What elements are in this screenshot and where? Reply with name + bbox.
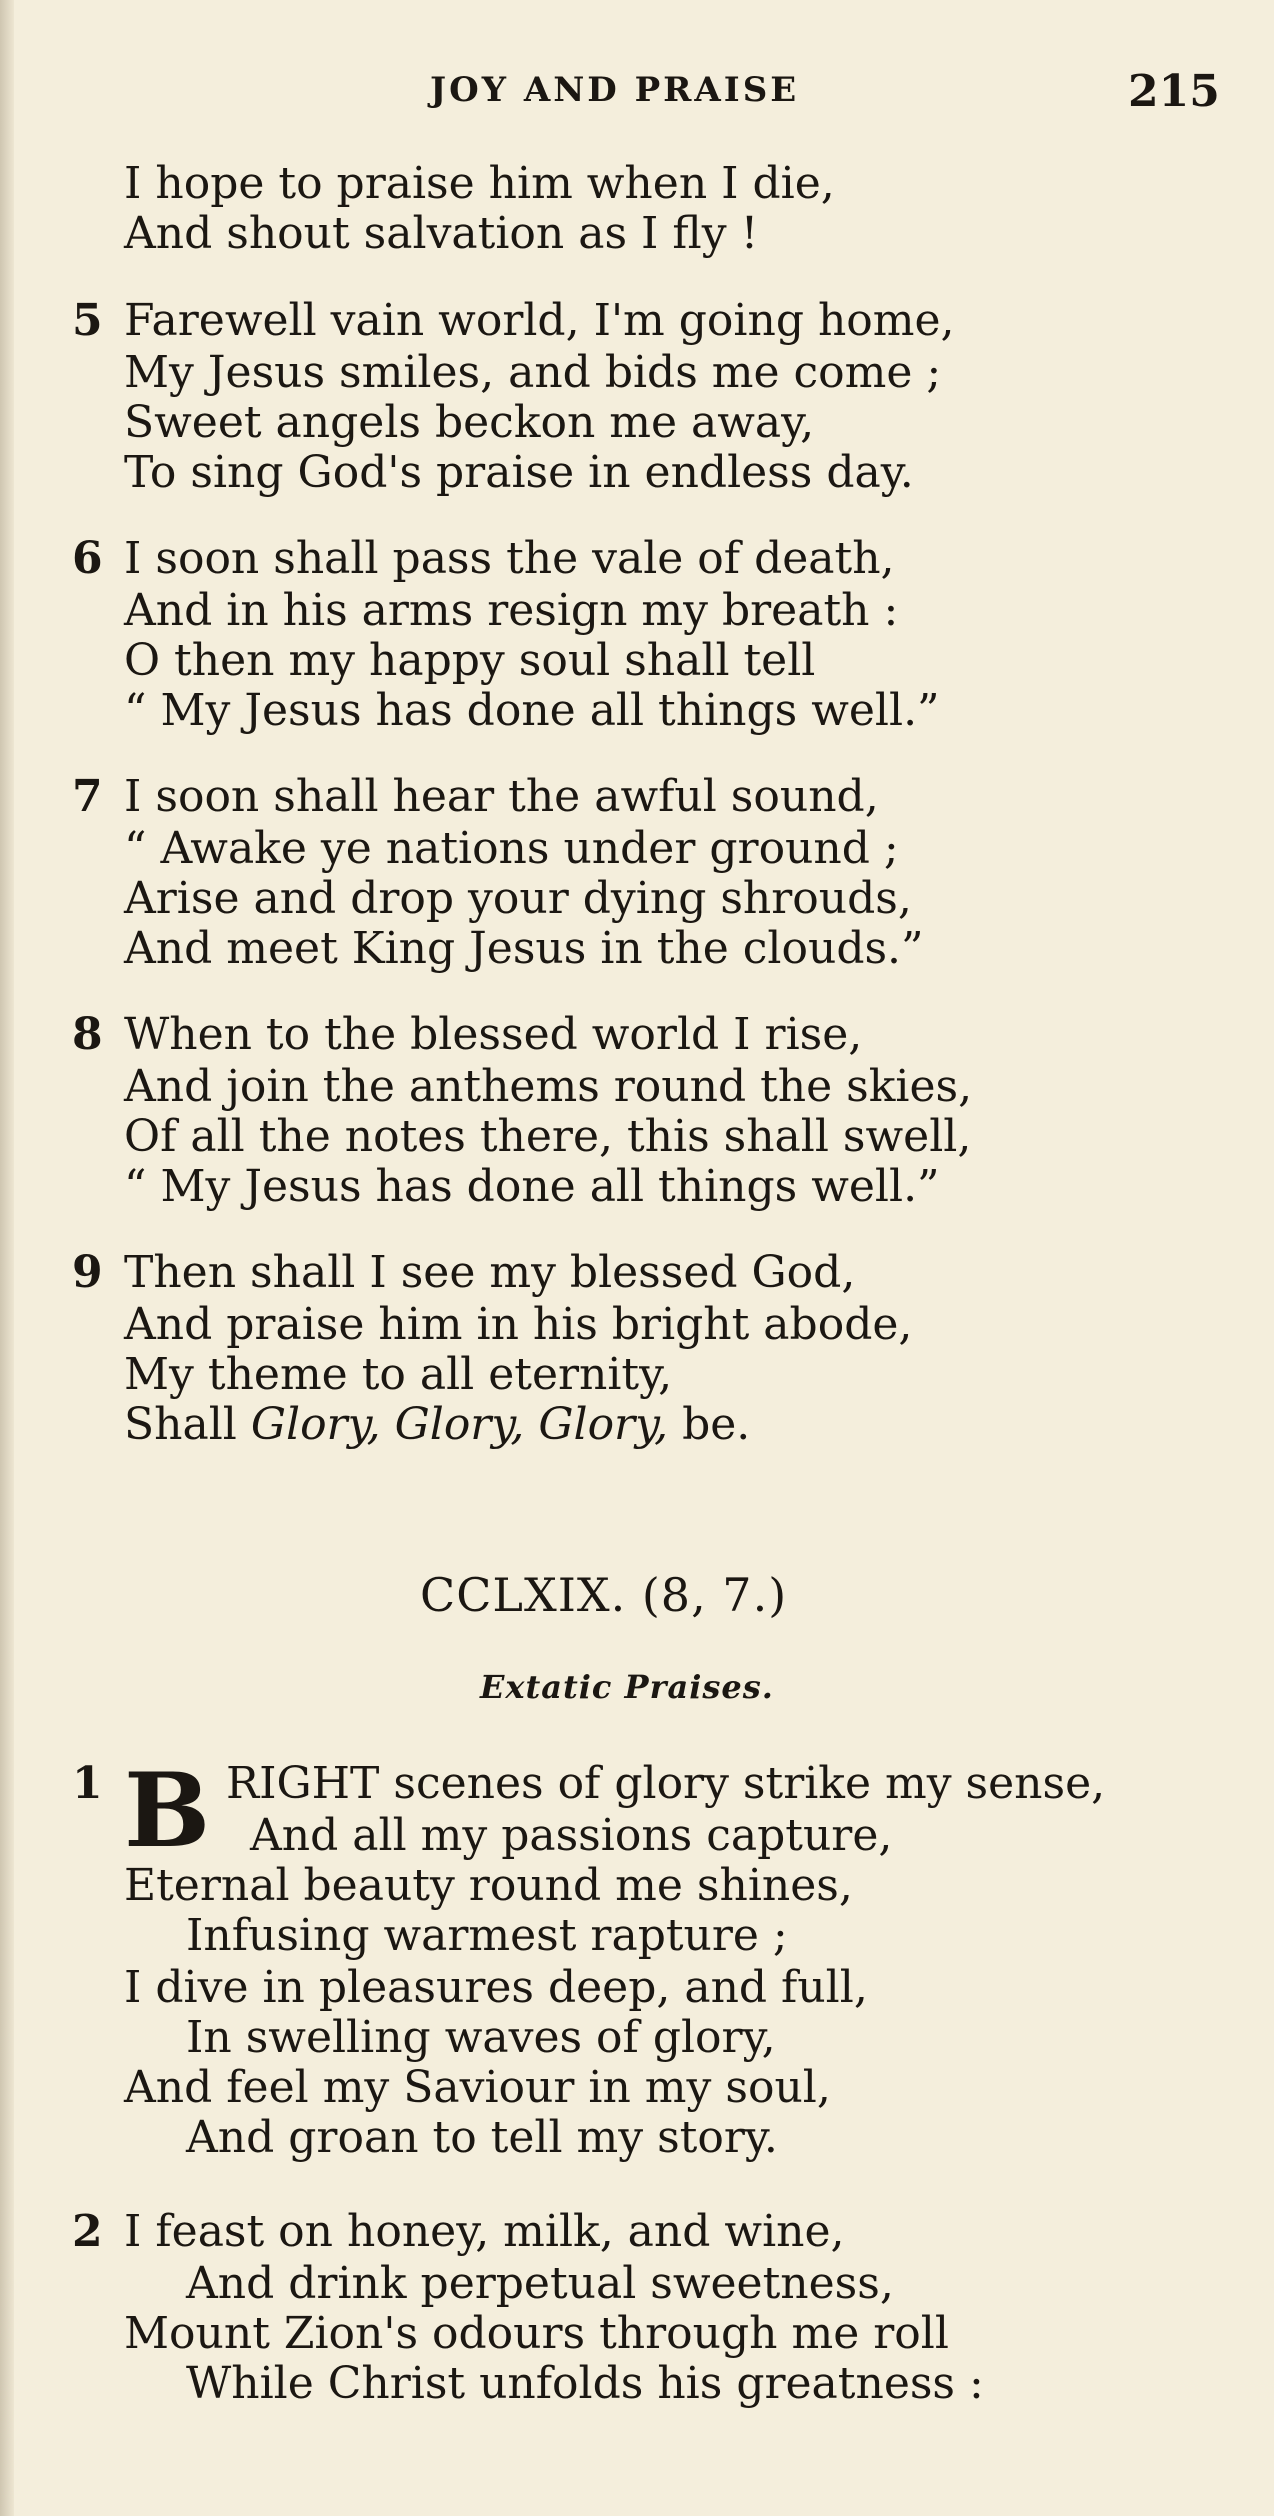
verse-line: I dive in pleasures deep, and full, [124,1962,868,2013]
verse-line: And praise him in his bright abode, [124,1299,913,1350]
verse-line: Mount Zion's odours through me roll [124,2308,949,2359]
stanza-number: 5 [72,295,103,346]
verse-line: Eternal beauty round me shines, [124,1860,853,1911]
verse-line: Infusing warmest rapture ; [186,1910,788,1961]
verse-line: I hope to praise him when I die, [124,158,835,209]
verse-line: And shout salvation as I fly ! [124,208,759,259]
verse-line: I soon shall hear the awful sound, [124,771,879,822]
stanza-number: 2 [72,2206,103,2257]
verse-line-glory [124,1399,750,1451]
verse-line: My theme to all eternity, [124,1349,673,1400]
verse-line: O then my happy soul shall tell [124,635,816,686]
stanza-number: 8 [72,1009,103,1060]
verse-line: And all my passions capture, [250,1810,893,1861]
verse-line: And in his arms resign my breath : [124,585,899,636]
verse-line: Of all the notes there, this shall swell, [124,1111,972,1162]
glory-italic-2: Glory, [394,1399,525,1450]
verse-line: And meet King Jesus in the clouds.” [124,923,924,974]
hymn-title: CCLXIX. (8, 7.) [420,1568,788,1622]
verse-line: While Christ unfolds his greatness : [186,2358,984,2409]
verse-line: Arise and drop your dying shrouds, [124,873,912,924]
verse-line: Sweet angels beckon me away, [124,397,815,448]
page-number: 215 [1128,66,1220,117]
stanza-number: 1 [72,1758,103,1809]
verse-line: I feast on honey, milk, and wine, [124,2206,845,2257]
verse-line: I soon shall pass the vale of death, [124,533,895,584]
page-gutter [0,0,14,2516]
hymn-subtitle: Extatic Praises. [480,1668,774,1706]
drop-cap: B [124,1751,211,1871]
glory-italic-3: Glory, [538,1399,669,1450]
stanza-number: 6 [72,533,103,584]
stanza-number: 9 [72,1247,103,1298]
verse-line: And drink perpetual sweetness, [186,2258,894,2309]
verse-line: Then shall I see my blessed God, [124,1247,856,1298]
verse-line: “ Awake ye nations under ground ; [124,823,899,874]
verse-line: Farewell vain world, I'm going home, [124,295,955,346]
verse-line: And groan to tell my story. [186,2112,778,2163]
glory-suffix: be. [668,1399,751,1450]
verse-line: And feel my Saviour in my soul, [124,2062,831,2113]
verse-line: In swelling waves of glory, [186,2012,776,2063]
glory-italic-1: Glory, [250,1399,381,1450]
verse-line: My Jesus smiles, and bids me come ; [124,347,942,398]
verse-line: When to the blessed world I rise, [124,1009,863,1060]
verse-line: To sing God's praise in endless day. [124,447,914,498]
verse-line: “ My Jesus has done all things well.” [124,685,940,736]
glory-prefix: Shall [124,1399,251,1450]
verse-line: RIGHT scenes of glory strike my sense, [226,1758,1106,1809]
verse-line: And join the anthems round the skies, [124,1061,973,1112]
stanza-number: 7 [72,771,103,822]
verse-line: “ My Jesus has done all things well.” [124,1161,940,1212]
running-title: JOY AND PRAISE [430,70,800,110]
